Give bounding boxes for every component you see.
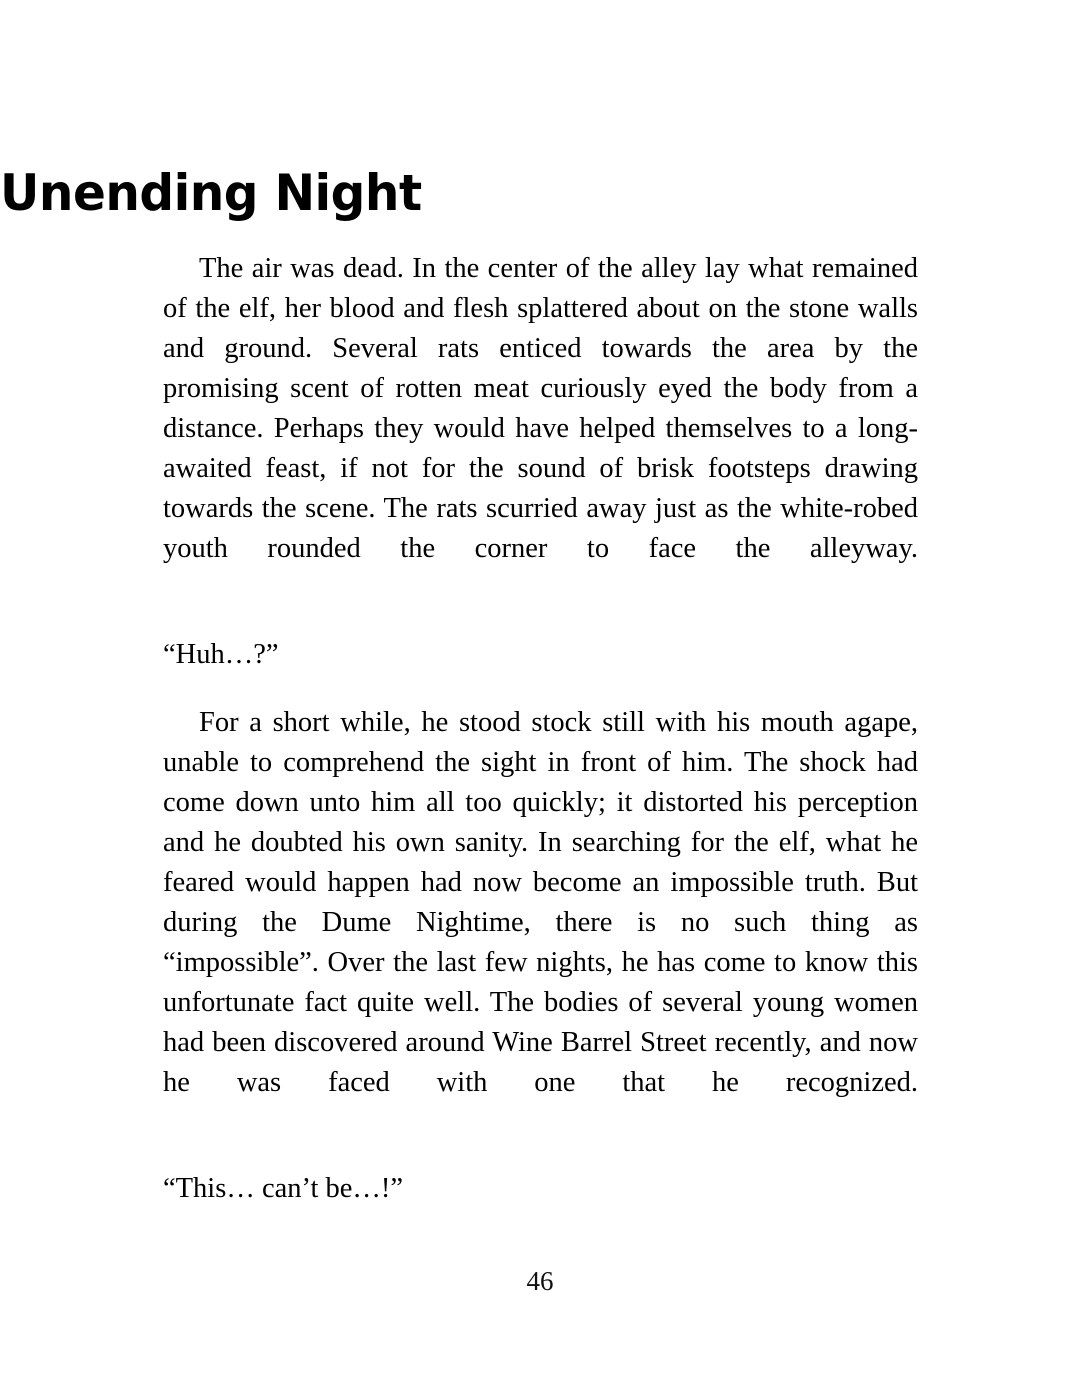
- paragraph-spacer: [163, 609, 918, 635]
- chapter-title: Unending Night: [0, 164, 422, 222]
- paragraph-shock: For a short while, he stood stock still with his mouth agape, unable to comprehend the sight in front of him. The shock had come down unto him all too quickly; it distorted his perception and he doubted his own sanity. In searching for the elf, what he feared would happen had now become an impossible truth. But during the Dume Nightime, there is no such thing as “impossible”. Over the last few nights, he has come to know this unfortunate fact quite well. The bodies of several young women had been discovered around Wine Barrel Street recently, and now he was faced with one that he recognized.: [163, 707, 918, 1098]
- page-number: 46: [526, 1266, 554, 1296]
- dialogue-line-huh: “Huh…?”: [163, 639, 279, 670]
- paragraph-spacer: [163, 1143, 918, 1169]
- dialogue-line-this-cant-be: “This… can’t be…!”: [163, 1173, 404, 1204]
- paragraph-spacer: [163, 675, 918, 703]
- body-text-block: [163, 249, 918, 1209]
- paragraph-opening: The air was dead. In the center of the alley lay what remained of the elf, her blood and flesh splattered about on the stone walls and ground. Several rats enticed towards the area by the promising scent of rotten meat curiously eyed the body from a distance. Perhaps they would have helped themselves to a long-awaited feast, if not for the sound of brisk footsteps drawing towards the scene. The rats scurried away just as the white-robed youth rounded the corner to face the alleyway.: [163, 253, 918, 564]
